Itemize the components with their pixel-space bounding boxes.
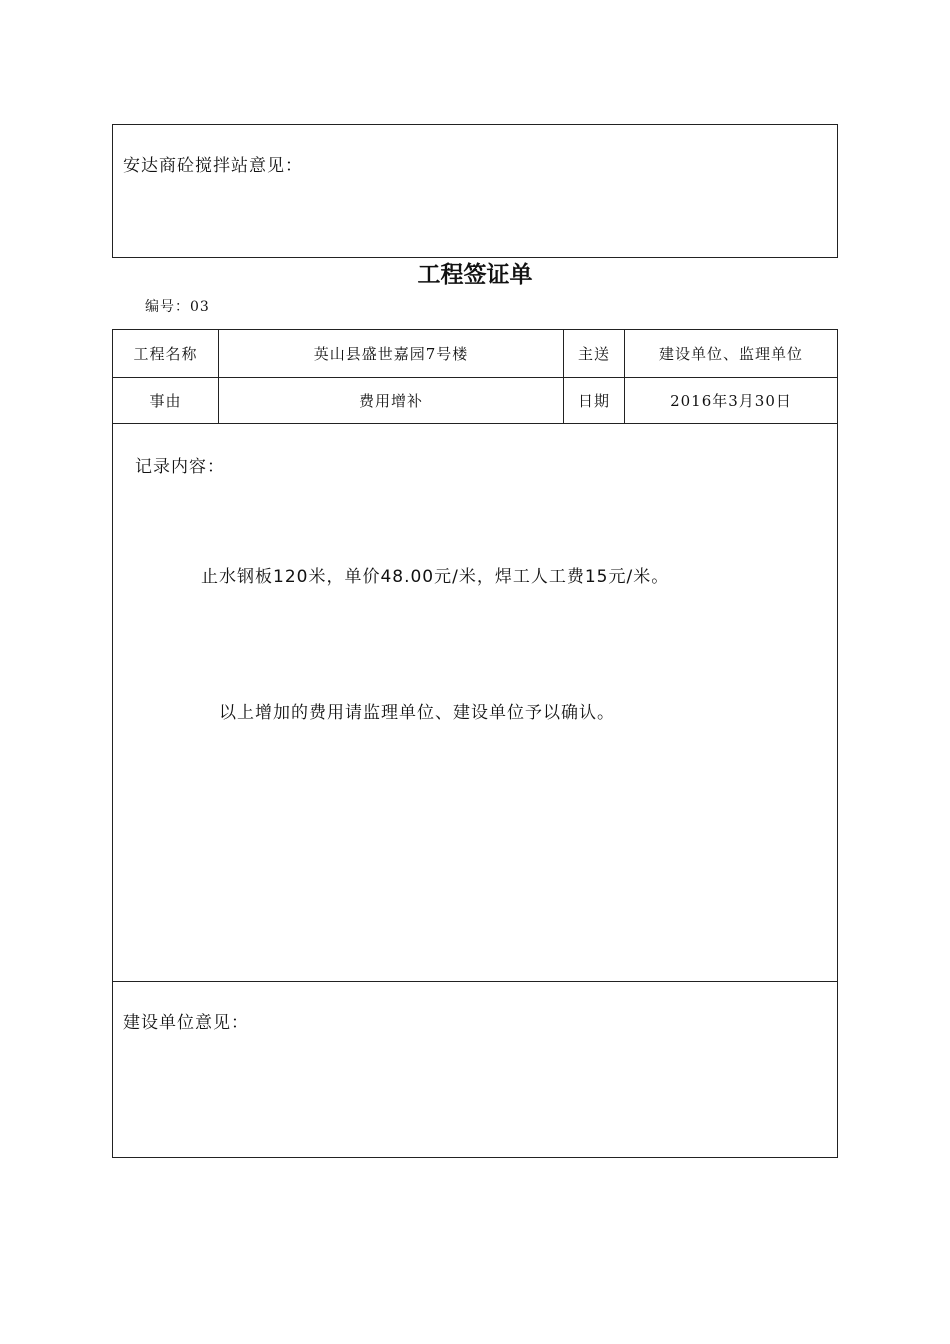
- subject-label: 事由: [149, 392, 182, 410]
- record-content-line: 止水钢板120米，单价48.00元/米，焊工人工费15元/米。: [201, 567, 670, 587]
- project-name-label: 工程名称: [133, 345, 198, 363]
- date-value: 2016年3月30日: [670, 392, 792, 410]
- date-label: 日期: [577, 392, 610, 410]
- recipient-value: 建设单位、监理单位: [658, 345, 803, 363]
- supplier-opinion-box: [112, 124, 838, 258]
- supplier-opinion-label: 安达商砼搅拌站意见：: [123, 156, 303, 176]
- subject-value: 费用增补: [358, 392, 423, 410]
- form-title: 工程签证单: [417, 262, 533, 288]
- recipient-label: 主送: [577, 345, 610, 363]
- row-divider: [113, 981, 837, 982]
- row-divider: [113, 423, 837, 424]
- owner-opinion-label: 建设单位意见：: [123, 1013, 249, 1033]
- visa-form-table: [112, 329, 838, 1158]
- serial-number: 编号：03: [145, 299, 210, 315]
- record-content-label: 记录内容：: [135, 457, 225, 477]
- project-name-value: 英山县盛世嘉园7号楼: [313, 345, 469, 363]
- record-content-line: 以上增加的费用请监理单位、建设单位予以确认。: [219, 703, 615, 723]
